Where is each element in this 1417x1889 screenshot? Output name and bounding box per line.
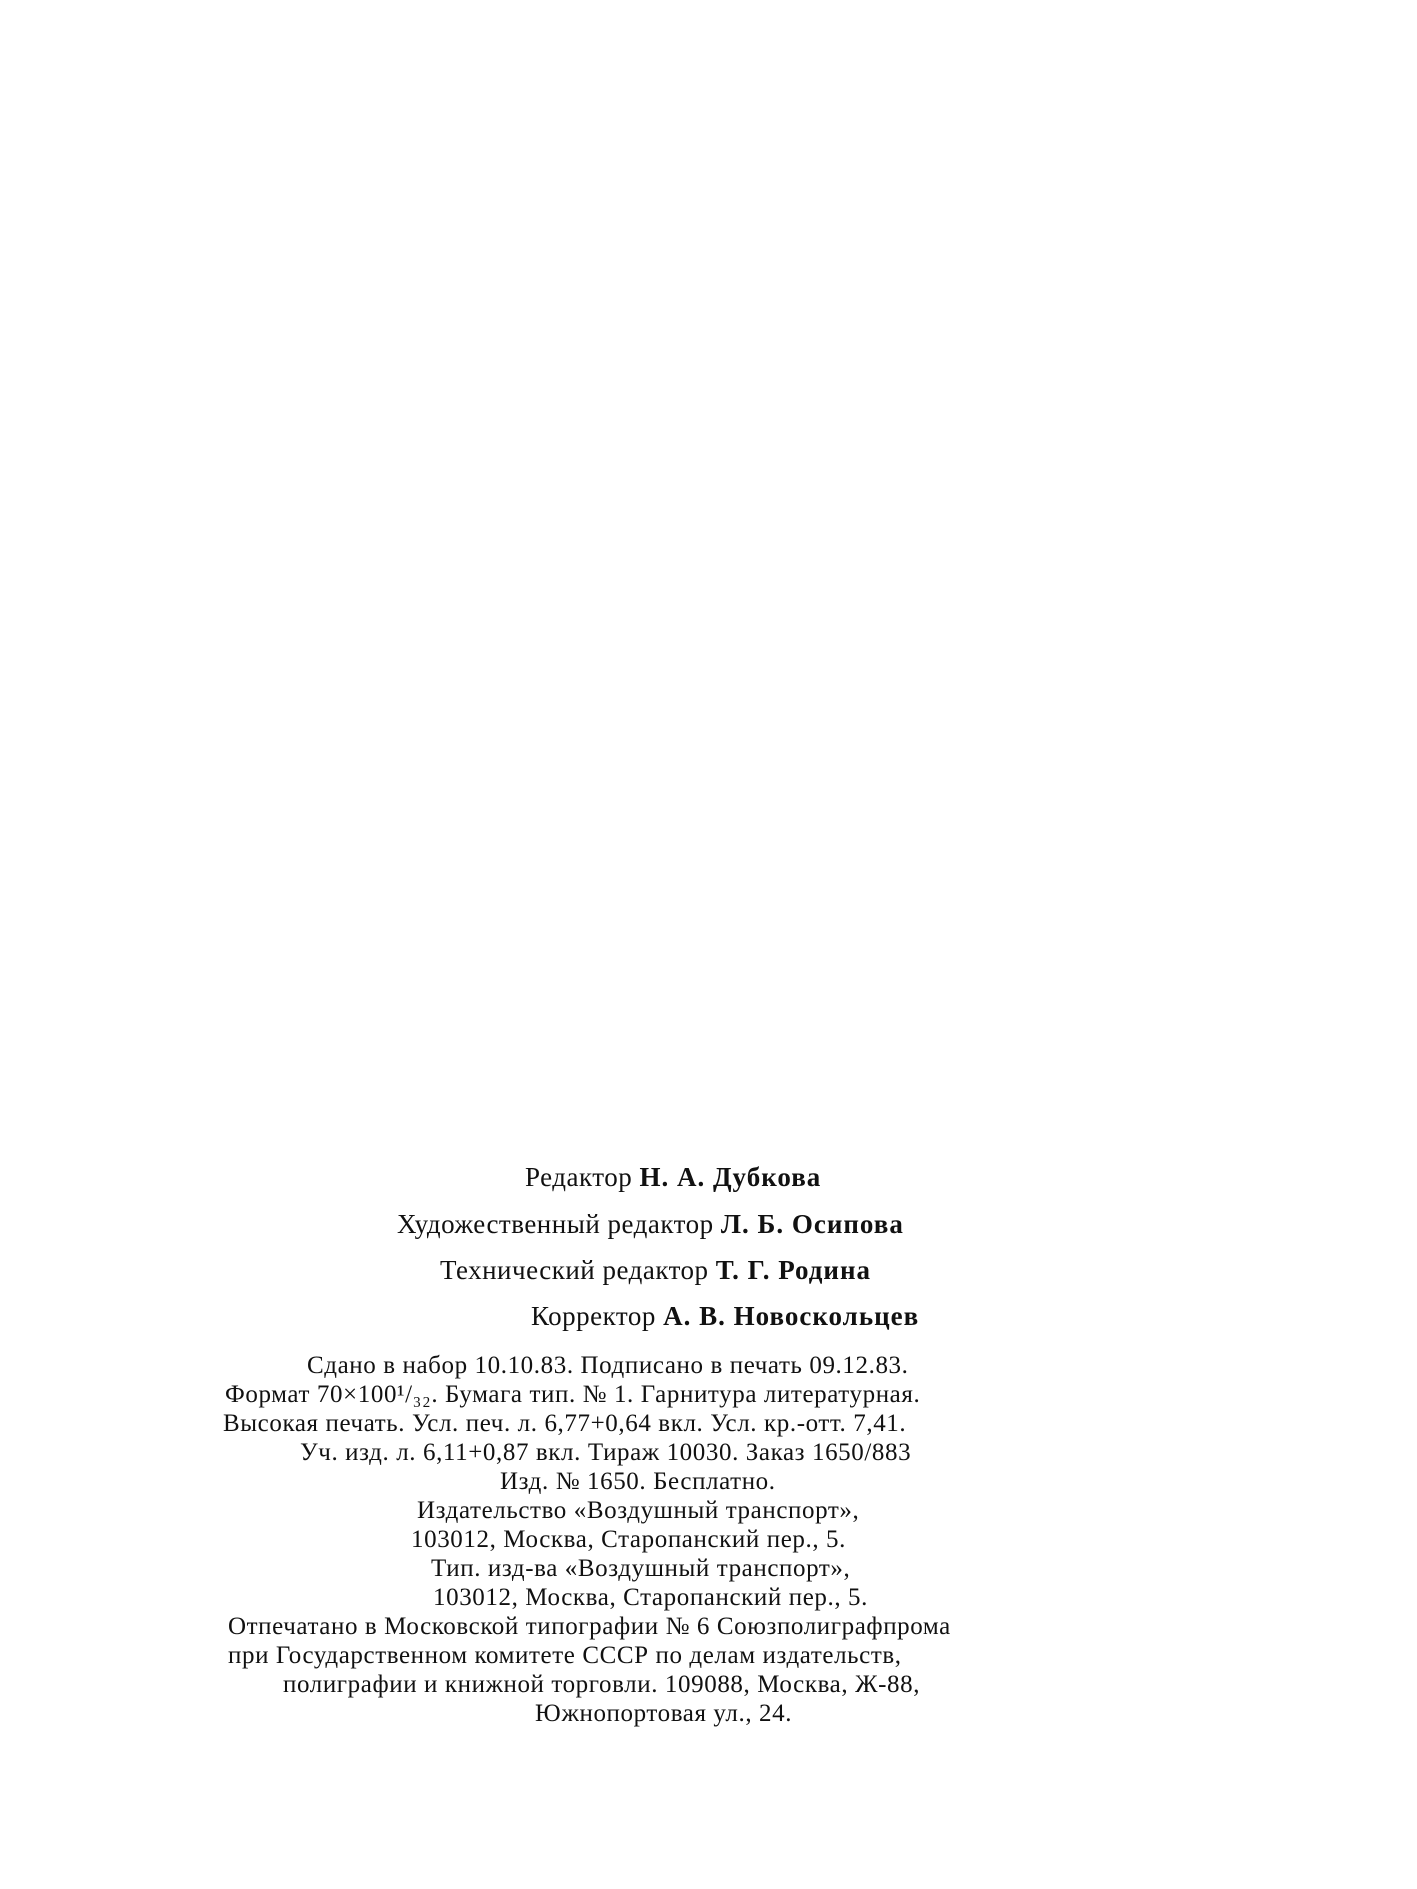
editor-role: Редактор <box>525 1162 633 1192</box>
imprint-line-format-paper: Формат 70×100¹/₃₂. Бумага тип. № 1. Гарнитура литературная. <box>225 1381 921 1408</box>
tech-editor-name: Т. Г. Родина <box>715 1255 872 1285</box>
imprint-line-publisher: Издательство «Воздушный транспорт», <box>417 1497 860 1524</box>
imprint-line-street: Южнопортовая ул., 24. <box>535 1700 793 1727</box>
imprint-line-typeset-dates: Сдано в набор 10.10.83. Подписано в печать 09.12.83. <box>307 1352 909 1379</box>
imprint-line-printing-house: Тип. изд-ва «Воздушный транспорт», <box>431 1555 851 1582</box>
imprint-line-publisher-address: 103012, Москва, Старопанский пер., 5. <box>411 1526 846 1553</box>
proofreader-credit <box>0 1299 1417 1333</box>
imprint-line-state-committee: при Государственном комитете СССР по делам издательств, <box>228 1642 902 1669</box>
imprint-line-printed-at: Отпечатано в Московской типографии № 6 Союзполиграфпрома <box>228 1613 951 1640</box>
tech-editor-role: Технический редактор <box>440 1255 709 1285</box>
tech-editor-credit <box>0 1253 1417 1287</box>
art-editor-name: Л. Б. Осипова <box>720 1209 904 1239</box>
imprint-line-run-order: Уч. изд. л. 6,11+0,87 вкл. Тираж 10030. Заказ 1650/883 <box>300 1439 912 1466</box>
imprint-line-printing-address: 103012, Москва, Старопанский пер., 5. <box>433 1584 868 1611</box>
editor-name: Н. А. Дубкова <box>639 1162 822 1192</box>
editor-credit <box>0 1160 1417 1194</box>
art-editor-role: Художественный редактор <box>397 1209 714 1239</box>
imprint-line-printing-trade: полиграфии и книжной торговли. 109088, Москва, Ж-88, <box>283 1671 921 1698</box>
proofreader-name: А. В. Новоскольцев <box>663 1301 920 1331</box>
proofreader-role: Корректор <box>531 1301 656 1331</box>
imprint-line-edition-number: Изд. № 1650. Бесплатно. <box>500 1468 776 1495</box>
art-editor-credit <box>0 1207 1417 1241</box>
imprint-line-print-sheets: Высокая печать. Усл. печ. л. 6,77+0,64 вкл. Усл. кр.-отт. 7,41. <box>223 1410 907 1437</box>
